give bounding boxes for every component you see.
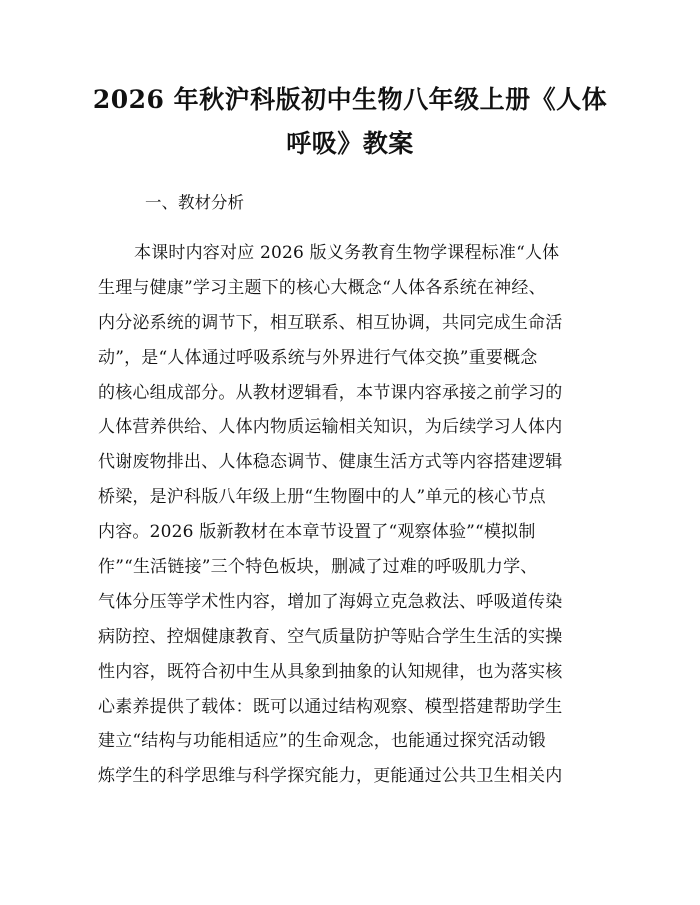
paragraph-line: 人体营养供给、人体内物质运输相关知识，为后续学习人体内 <box>98 417 563 438</box>
paragraph-line: 气体分压等学术性内容，增加了海姆立克急救法、呼吸道传染 <box>98 591 563 612</box>
paragraph-line: 病防控、控烟健康教育、空气质量防护等贴合学生生活的实操 <box>98 626 563 647</box>
paragraph-line: 生理与健康”学习主题下的核心大概念“人体各系统在神经、 <box>98 277 546 298</box>
paragraph-line: 桥梁，是沪科版八年级上册“生物圈中的人”单元的核心节点 <box>98 487 546 508</box>
paragraph-line: 的核心组成部分。从教材逻辑看，本节课内容承接之前学习的 <box>98 382 563 403</box>
paragraph-line: 内分泌系统的调节下，相互联系、相互协调，共同完成生命活 <box>98 312 563 333</box>
paragraph-line: 内容。2026 版新教材在本章节设置了“观察体验”“模拟制 <box>98 522 536 543</box>
paragraph-line: 建立“结构与功能相适应”的生命观念，也能通过探究活动锻 <box>98 731 546 752</box>
paragraph-line: 性内容，既符合初中生从具象到抽象的认知规律，也为落实核 <box>98 661 563 682</box>
title-line-1: 2026 年秋沪科版初中生物八年级上册《人体 <box>92 85 608 114</box>
paragraph-line: 代谢废物排出、人体稳态调节、健康生活方式等内容搭建逻辑 <box>98 452 563 473</box>
body-paragraph <box>98 236 608 794</box>
paragraph-line: 炼学生的科学思维与科学探究能力，更能通过公共卫生相关内 <box>98 766 563 787</box>
title-line-2: 呼吸》教案 <box>286 129 414 158</box>
paragraph-line: 心素养提供了载体：既可以通过结构观察、模型搭建帮助学生 <box>98 696 563 717</box>
section-heading: 一、教材分析 <box>145 193 244 212</box>
paragraph-line: 本课时内容对应 2026 版义务教育生物学课程标准“人体 <box>134 243 560 263</box>
paragraph-line: 动”，是“人体通过呼吸系统与外界进行气体交换”重要概念 <box>98 347 538 368</box>
paragraph-line: 作”“生活链接”三个特色板块，删减了过难的呼吸肌力学、 <box>98 557 538 578</box>
document-title <box>90 78 610 166</box>
